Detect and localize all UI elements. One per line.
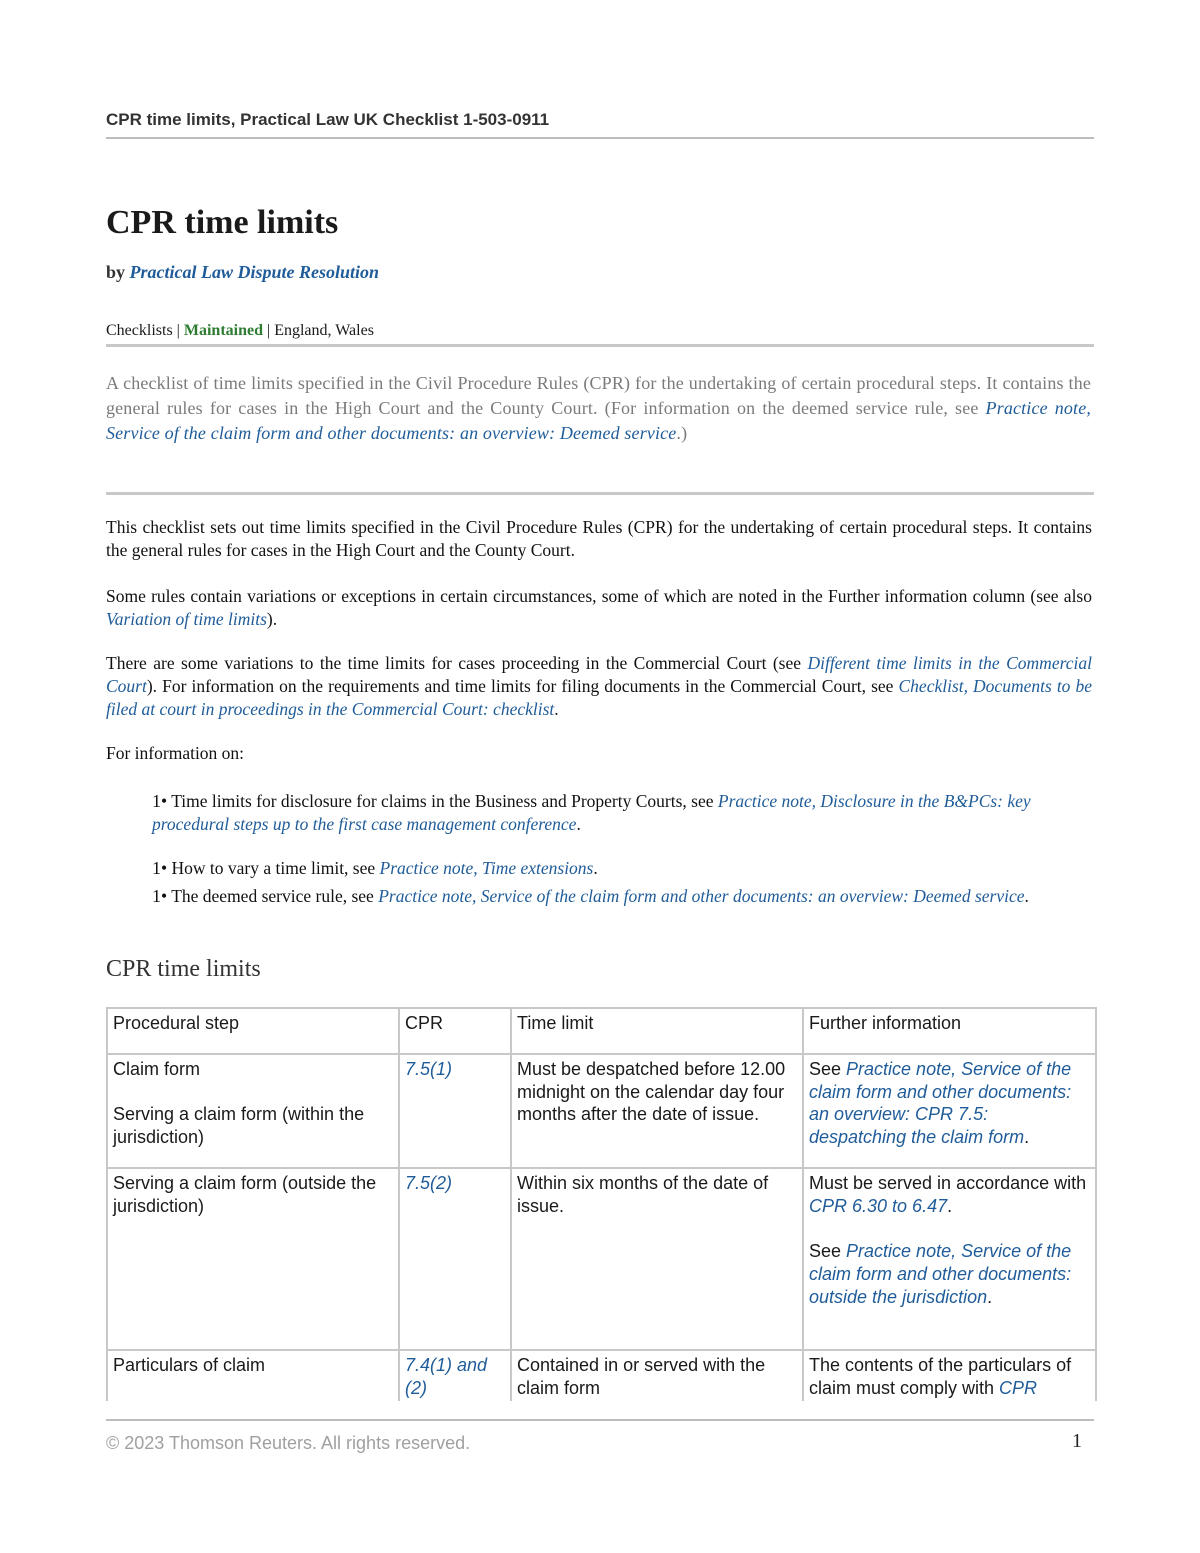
time-limits-table [106, 1007, 1097, 1408]
list-item-text: Time limits for disclosure for claims in the Business and Property Courts, see [171, 791, 718, 811]
cpr-link[interactable]: CPR 6.30 to 6.47 [809, 1195, 948, 1216]
section-heading: CPR time limits [106, 956, 261, 982]
abstract [106, 371, 1091, 446]
cell-text: The contents of the particulars of claim must comply with [809, 1355, 1072, 1398]
table-row [107, 1054, 1096, 1168]
info-intro: For information on: [106, 743, 245, 763]
bullet-glyph: • [161, 791, 168, 811]
practice-note-link[interactable]: Practice note, Service of the claim form and other documents: outside the jurisdiction [809, 1241, 1072, 1307]
bullet-number: 1 [152, 791, 161, 811]
column-header: Time limit [511, 1008, 803, 1054]
cell-text: Serving a claim form (within the jurisdiction) [113, 1104, 365, 1148]
table-header-row [107, 1008, 1096, 1054]
cell-text: . [947, 1195, 953, 1216]
abstract-link[interactable]: Practice note, Service of the claim form and other documents: an overview: Deemed service [106, 398, 1091, 443]
cell-text: . [1024, 1127, 1030, 1148]
table-cell: Particulars of claim [107, 1350, 399, 1407]
list-item-text: How to vary a time limit, see [171, 858, 380, 878]
practice-note-link[interactable]: Practice note, Service of the claim form and other documents: an overview: CPR 7.5: despatching the claim form [809, 1059, 1072, 1148]
commercial-checklist-link[interactable]: Checklist, Documents to be filed at court in proceedings in the Commercial Court: checklist [106, 676, 1093, 719]
list-item-tail: . [1024, 886, 1029, 906]
bullet-glyph: • [161, 858, 168, 878]
cell-text: . [987, 1286, 993, 1307]
copyright: © 2023 Thomson Reuters. All rights reserved. [106, 1433, 471, 1453]
intro-paragraph: This checklist sets out time limits specified in the Civil Procedure Rules (CPR) for the undertaking of certain procedural steps. It contains the general rules for cases in the High Court and the County Court. [106, 517, 1092, 560]
bullet-number: 1 [152, 858, 161, 878]
byline [106, 262, 379, 283]
table-cell: Must be despatched before 12.00 midnight on the calendar day four months after the date of issue. [511, 1054, 803, 1168]
paragraph-text: Some rules contain variations or exceptions in certain circumstances, some of which are noted in the Further information column (see also [106, 586, 1092, 606]
table-cell [803, 1350, 1096, 1407]
table-cell [399, 1054, 511, 1168]
footer-rule [106, 1419, 1094, 1421]
paragraph-text: ). For information on the requirements and time limits for filing documents in the Commercial Court, see [146, 676, 899, 696]
running-header: CPR time limits, Practical Law UK Checklist 1-503-0911 [106, 110, 1094, 139]
paragraph-text: There are some variations to the time limits for cases proceeding in the Commercial Court (see [106, 653, 808, 673]
column-header: Procedural step [107, 1008, 399, 1054]
bullet-number: 1 [152, 886, 161, 906]
table-row [107, 1350, 1096, 1407]
cell-text: Claim form [113, 1059, 201, 1079]
table-cell: Serving a claim form (outside the jurisdiction) [107, 1168, 399, 1350]
status-badge: Maintained [183, 322, 263, 339]
list-item-tail: . [593, 858, 598, 878]
meta-separator: | [172, 322, 184, 339]
list-item-tail: . [576, 814, 581, 834]
variations-paragraph [106, 585, 1092, 631]
author-link[interactable]: Practical Law Dispute Resolution [129, 262, 380, 282]
divider [106, 492, 1094, 495]
paragraph-tail: ). [266, 609, 278, 629]
table-cell [107, 1054, 399, 1168]
meta-separator: | [263, 322, 275, 339]
column-header: Further information [803, 1008, 1096, 1054]
bullet-glyph: • [161, 886, 168, 906]
list-item [152, 790, 1077, 836]
column-header: CPR [399, 1008, 511, 1054]
cell-text: See [809, 1059, 847, 1079]
jurisdiction: England, Wales [274, 322, 374, 339]
paragraph-tail: . [554, 699, 559, 719]
document-title: CPR time limits [106, 204, 339, 241]
page-number: 1 [1072, 1430, 1082, 1452]
deemed-service-link[interactable]: Practice note, Service of the claim form and other documents: an overview: Deemed service [378, 886, 1025, 906]
cpr-link[interactable]: 7.4(1) and (2) [405, 1355, 488, 1398]
table-cell [399, 1350, 511, 1407]
cpr-link[interactable]: 7.5(2) [405, 1173, 453, 1193]
list-item [152, 857, 1077, 880]
byline-prefix: by [106, 262, 126, 282]
table-cell [803, 1054, 1096, 1168]
cell-text: Must be served in accordance with [809, 1173, 1087, 1193]
cpr-link[interactable]: 7.5(1) [405, 1059, 453, 1079]
abstract-text: A checklist of time limits specified in the Civil Procedure Rules (CPR) for the undertaking of certain procedural steps. It contains the general rules for cases in the High Court and the County Court. (For information on the deemed service rule, see [106, 373, 1091, 418]
cell-text: See [809, 1241, 847, 1262]
table-cell [399, 1168, 511, 1350]
commercial-court-paragraph [106, 652, 1092, 721]
variation-link[interactable]: Variation of time limits [106, 609, 267, 629]
page-break-mask [100, 1401, 1100, 1419]
table-cell: Contained in or served with the claim form [511, 1350, 803, 1407]
table-row [107, 1168, 1096, 1350]
document-meta [106, 322, 1094, 347]
time-extensions-link[interactable]: Practice note, Time extensions [379, 858, 594, 878]
doc-type: Checklists [106, 322, 173, 339]
table-cell [803, 1168, 1096, 1350]
abstract-tail: .) [676, 423, 688, 443]
disclosure-link[interactable]: Practice note, Disclosure in the B&PCs: key procedural steps up to the first case management conference [152, 791, 1031, 834]
cpr-link[interactable]: CPR [999, 1377, 1038, 1398]
list-item [152, 885, 1077, 908]
list-item-text: The deemed service rule, see [171, 886, 379, 906]
commercial-court-link[interactable]: Different time limits in the Commercial Court [106, 653, 1092, 696]
table-cell: Within six months of the date of issue. [511, 1168, 803, 1350]
